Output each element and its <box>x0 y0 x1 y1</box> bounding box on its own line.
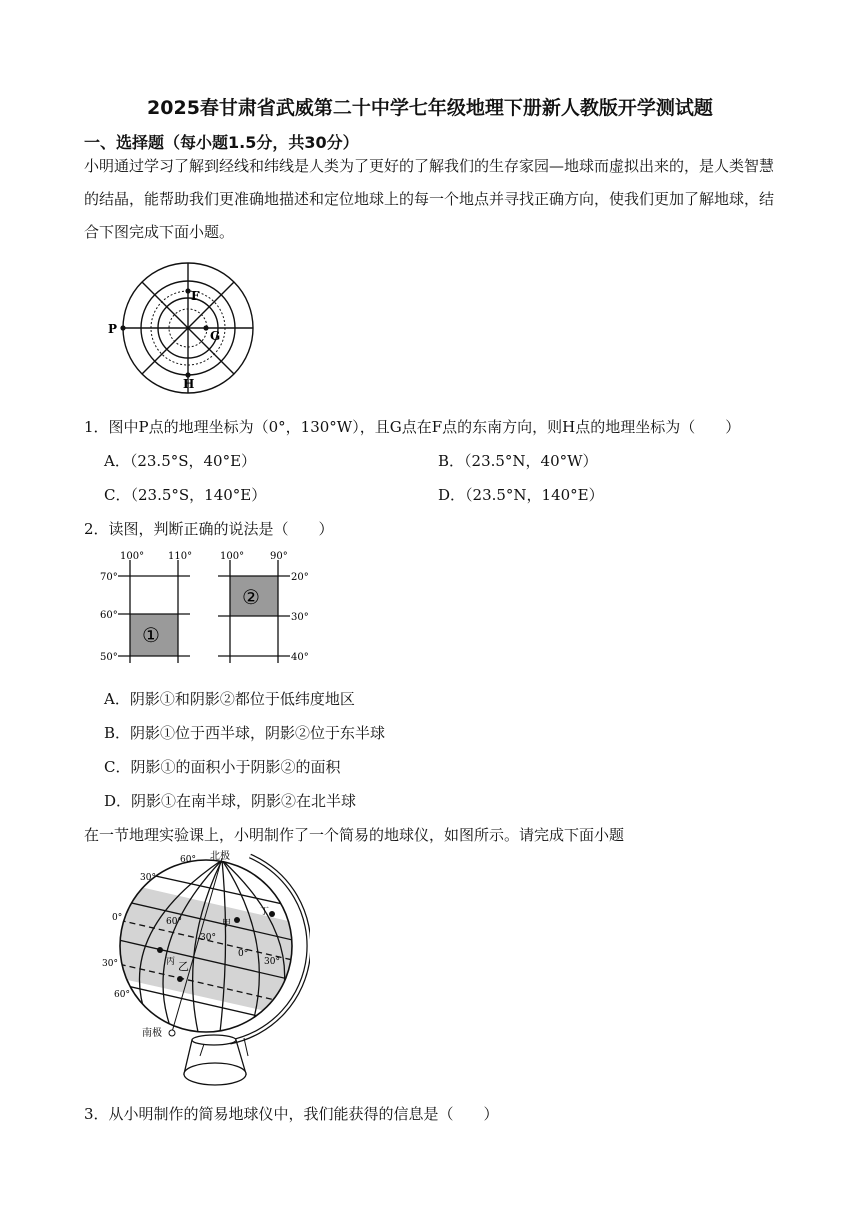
lat-left-4: 30° <box>102 959 118 969</box>
mark-1: ① <box>142 623 160 647</box>
right-lat-1: 20° <box>291 572 309 583</box>
point-g <box>203 325 208 330</box>
left-lon-1: 100° <box>120 551 145 562</box>
q1-option-c: C．（23.5°S，140°E） <box>104 486 267 504</box>
right-lon-2: 90° <box>270 551 288 562</box>
left-lat-3: 50° <box>100 652 118 663</box>
grid-figure <box>96 548 316 668</box>
page-title: 2025春甘肃省武威第二十中学七年级地理下册新人教版开学测试题 <box>147 97 713 119</box>
q1-option-a: A．（23.5°S，40°E） <box>104 452 257 470</box>
q2-option-b: B．阴影①位于西半球，阴影②位于东半球 <box>104 724 386 742</box>
right-lat-2: 30° <box>291 612 309 623</box>
section-heading: 一、选择题（每小题1.5分，共30分） <box>84 133 359 152</box>
label-h: H <box>183 377 195 391</box>
point-f <box>185 288 190 293</box>
north-pole-label: 北极 <box>210 851 230 862</box>
inner-2: 30° <box>200 933 216 943</box>
left-lat-1: 70° <box>100 572 118 583</box>
label-p: P <box>108 322 118 336</box>
point-jia: 甲 <box>222 919 232 929</box>
right-lon-1: 100° <box>220 551 245 562</box>
question-1-stem: 1．图中P点的地理坐标为（0°，130°W），且G点在F点的东南方向，则H点的地理坐标为（ ） <box>84 418 741 436</box>
point-ding: 丁 <box>260 907 270 917</box>
south-pole-label: 南极 <box>142 1028 162 1039</box>
q1-option-d: D．（23.5°N，140°E） <box>438 486 604 504</box>
point-bing: 丙 <box>166 957 176 967</box>
right-lat-3: 40° <box>291 652 309 663</box>
lat-left-1: 60° <box>180 855 196 865</box>
inner-4: 30° <box>264 957 280 967</box>
point-p <box>120 325 125 330</box>
intro-paragraph: 小明通过学习了解到经线和纬线是人类为了更好的了解我们的生存家园—地球而虚拟出来的，是人类智慧的结晶，能帮助我们更准确地描述和定位地球上的每一个地点并寻找正确方向，使我们更加了解地球，结合下图完成下面小题。 <box>84 157 775 241</box>
point-yi: 乙 <box>178 960 189 973</box>
left-lat-2: 60° <box>100 610 118 621</box>
globe-figure <box>100 846 310 1092</box>
inner-3: 0° <box>238 949 249 959</box>
left-lon-2: 110° <box>168 551 193 562</box>
q1-option-b: B．（23.5°N，40°W） <box>438 452 598 470</box>
question-2-stem: 2．读图，判断正确的说法是（ ） <box>84 520 334 538</box>
q2-option-c: C．阴影①的面积小于阴影②的面积 <box>104 758 341 776</box>
intro-2: 在一节地理实验课上，小明制作了一个简易的地球仪，如图所示。请完成下面小题 <box>84 826 625 844</box>
q2-option-a: A．阴影①和阴影②都位于低纬度地区 <box>104 690 355 708</box>
lat-left-2: 30° <box>140 873 156 883</box>
inner-1: 60° <box>166 917 182 927</box>
label-g: G <box>210 329 221 343</box>
lat-left-3: 0° <box>112 913 123 923</box>
lat-left-5: 60° <box>114 990 130 1000</box>
polar-figure <box>100 262 260 394</box>
mark-2: ② <box>242 585 260 609</box>
q2-option-d: D．阴影①在南半球，阴影②在北半球 <box>104 792 357 810</box>
label-f: F <box>191 289 200 303</box>
question-3-stem: 3．从小明制作的简易地球仪中，我们能获得的信息是（ ） <box>84 1105 499 1123</box>
